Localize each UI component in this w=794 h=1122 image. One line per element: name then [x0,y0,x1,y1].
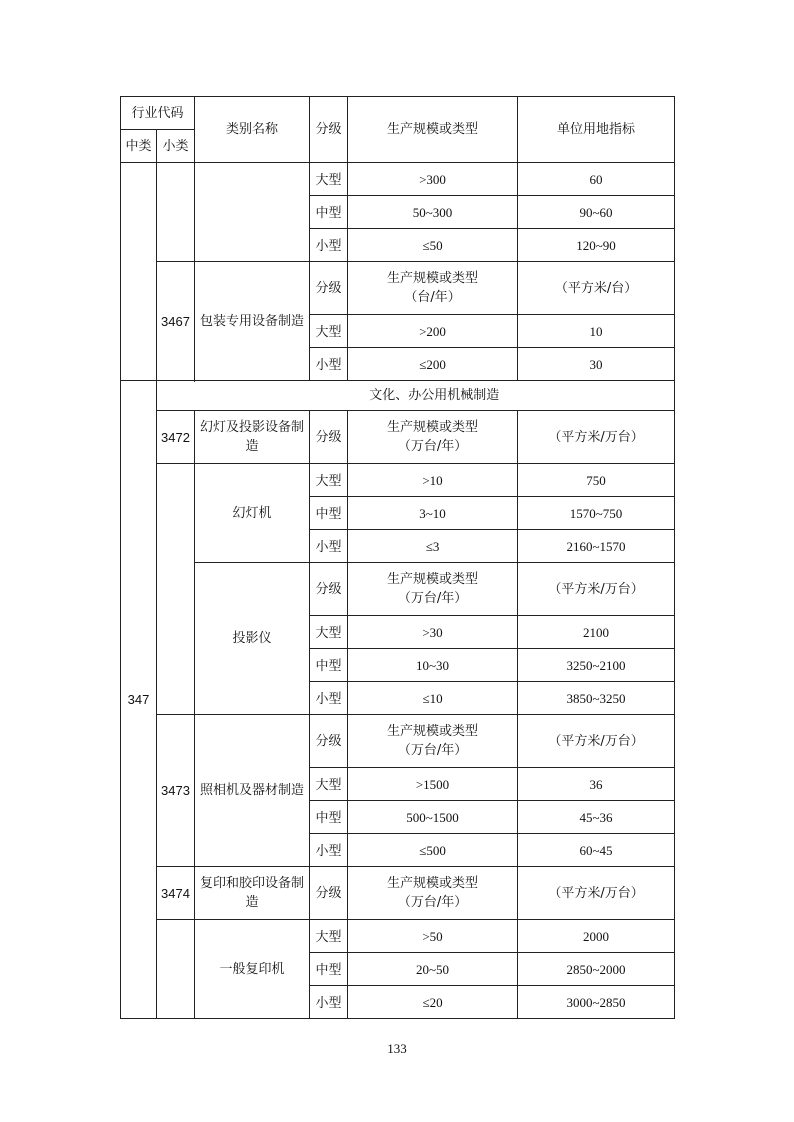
industry-code-header: 行业代码 [121,97,195,130]
section-spacer [157,381,195,411]
scale-header-line2: （万台/年） [397,743,468,758]
value-cell: 750 [518,464,675,497]
category-cell-top [195,163,310,262]
scale-cell: 500~1500 [348,801,518,834]
scale-cell: >200 [348,315,518,348]
scale-cell: ≤50 [348,229,518,262]
scale-cell: 10~30 [348,649,518,682]
scale-header [348,262,518,315]
grade-cell: 小型 [310,348,348,381]
sub-class-code: 3473 [157,715,195,867]
sub-class-cell-3474 [157,920,195,1019]
grade-cell: 大型 [310,315,348,348]
unit-header: （平方米/万台） [518,411,675,464]
category-name-line2: 造 [245,895,259,910]
product-name: 投影仪 [195,563,310,715]
scale-cell: ≤20 [348,986,518,1019]
unit-header: （平方米/万台） [518,715,675,768]
grade-cell: 大型 [310,768,348,801]
scale-cell: ≤500 [348,834,518,867]
scale-cell: 3~10 [348,497,518,530]
sub-class-cell-3472 [157,464,195,715]
sub-class-header: 小类 [157,130,195,163]
scale-header-line2: （万台/年） [397,591,468,606]
scale-cell: 20~50 [348,953,518,986]
grade-cell: 小型 [310,986,348,1019]
category-name [195,411,310,464]
value-cell: 120~90 [518,229,675,262]
scale-cell: ≤10 [348,682,518,715]
scale-header [348,563,518,616]
scale-header: 生产规模或类型 [348,97,518,163]
scale-cell: ≤200 [348,348,518,381]
category-name [195,867,310,920]
category-name: 包装专用设备制造 [195,262,310,381]
land-use-table [120,96,675,1019]
category-name-line1: 幻灯及投影设备制 [200,420,305,435]
value-cell: 2000 [518,920,675,953]
grade-cell: 中型 [310,953,348,986]
value-cell: 2100 [518,616,675,649]
scale-cell: >30 [348,616,518,649]
product-name: 一般复印机 [195,920,310,1019]
scale-header [348,715,518,768]
grade-cell: 中型 [310,649,348,682]
value-cell: 60~45 [518,834,675,867]
value-cell: 1570~750 [518,497,675,530]
scale-cell: >10 [348,464,518,497]
scale-cell: >1500 [348,768,518,801]
indicator-header: 单位用地指标 [518,97,675,163]
grade-cell: 中型 [310,196,348,229]
unit-header: （平方米/台） [518,262,675,315]
scale-cell: >300 [348,163,518,196]
sub-class-code: 3467 [157,262,195,381]
scale-cell: >50 [348,920,518,953]
grade-cell: 小型 [310,229,348,262]
value-cell: 45~36 [518,801,675,834]
scale-cell: ≤3 [348,530,518,563]
sub-class-cell-top [157,163,195,262]
product-name: 幻灯机 [195,464,310,563]
grade-cell: 大型 [310,464,348,497]
category-name-line2: 造 [245,439,259,454]
value-cell: 3250~2100 [518,649,675,682]
unit-header: （平方米/万台） [518,563,675,616]
page-number: 133 [387,1041,407,1056]
middle-class-cell-top [121,163,157,381]
value-cell: 2850~2000 [518,953,675,986]
scale-header-line2: （台/年） [404,290,461,305]
value-cell: 10 [518,315,675,348]
category-name-header: 类别名称 [195,97,310,163]
middle-class-code: 347 [121,381,157,1019]
value-cell: 3850~3250 [518,682,675,715]
value-cell: 2160~1570 [518,530,675,563]
scale-header-line2: （万台/年） [397,895,468,910]
grade-cell: 大型 [310,920,348,953]
value-cell: 30 [518,348,675,381]
grade-header: 分级 [310,867,348,920]
middle-class-header: 中类 [121,130,157,163]
grade-cell: 小型 [310,530,348,563]
grade-header: 分级 [310,563,348,616]
scale-header [348,411,518,464]
sub-class-code: 3474 [157,867,195,920]
category-name-line1: 复印和胶印设备制 [200,876,305,891]
value-cell: 90~60 [518,196,675,229]
scale-header-line1: 生产规模或类型 [387,271,479,286]
grade-header: 分级 [310,715,348,768]
sub-class-code: 3472 [157,411,195,464]
category-name: 照相机及器材制造 [195,715,310,867]
grade-cell: 中型 [310,801,348,834]
grade-cell: 中型 [310,497,348,530]
grade-header: 分级 [310,97,348,163]
grade-header: 分级 [310,262,348,315]
grade-cell: 小型 [310,834,348,867]
unit-header: （平方米/万台） [518,867,675,920]
grade-cell: 小型 [310,682,348,715]
scale-header-line1: 生产规模或类型 [387,876,479,891]
grade-cell: 大型 [310,616,348,649]
scale-header-line1: 生产规模或类型 [387,724,479,739]
scale-header-line2: （万台/年） [397,439,468,454]
value-cell: 60 [518,163,675,196]
value-cell: 3000~2850 [518,986,675,1019]
scale-header [348,867,518,920]
scale-cell: 50~300 [348,196,518,229]
value-cell: 36 [518,768,675,801]
section-title: 文化、办公用机械制造 [195,381,675,411]
scale-header-line1: 生产规模或类型 [387,572,479,587]
scale-header-line1: 生产规模或类型 [387,420,479,435]
grade-header: 分级 [310,411,348,464]
grade-cell: 大型 [310,163,348,196]
